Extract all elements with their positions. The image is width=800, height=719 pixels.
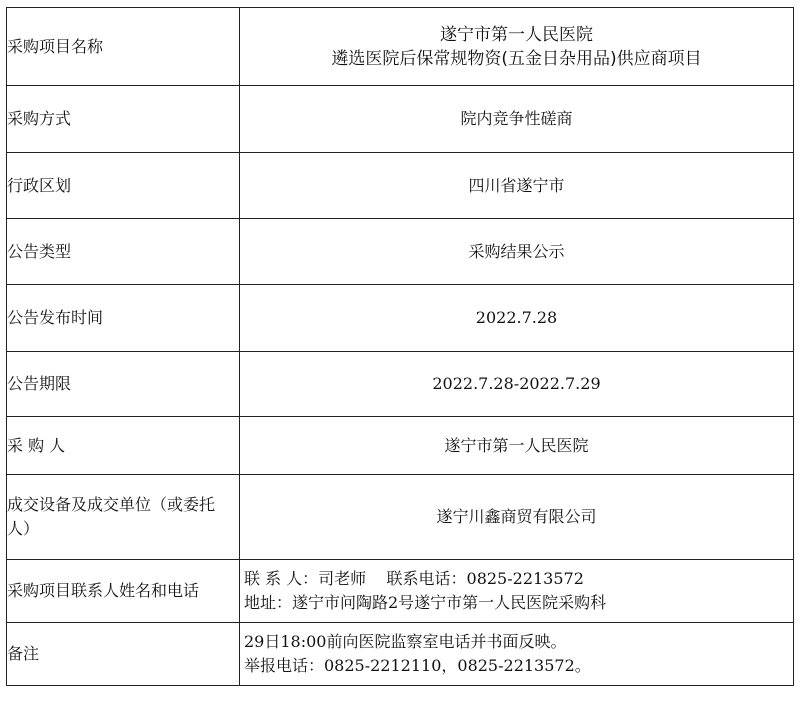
notice-table: [6, 7, 794, 686]
row-method: [7, 86, 794, 153]
row-purchaser: [7, 417, 794, 475]
publish-time-value: 2022.7.28: [240, 285, 794, 352]
contact-label: 采购项目联系人姓名和电话: [7, 560, 240, 623]
contact-person-phone: 联 系 人：司老师 联系电话：0825-2213572: [244, 569, 584, 588]
row-region: [7, 153, 794, 219]
purchaser-value: 遂宁市第一人民医院: [240, 417, 794, 475]
project-name-label: 采购项目名称: [7, 8, 240, 86]
period-label: 公告期限: [7, 352, 240, 417]
row-period: [7, 352, 794, 417]
region-label: 行政区划: [7, 153, 240, 219]
method-value: 院内竞争性磋商: [240, 86, 794, 153]
row-publish-time: [7, 285, 794, 352]
project-name-line-2: 遴选医院后保常规物资(五金日杂用品)供应商项目: [331, 48, 702, 69]
period-value: 2022.7.28-2022.7.29: [240, 352, 794, 417]
row-project-name: [7, 8, 794, 86]
row-contact: [7, 560, 794, 623]
row-notice-type: [7, 219, 794, 285]
remarks-label: 备注: [7, 623, 240, 686]
method-label: 采购方式: [7, 86, 240, 153]
purchaser-label: 采 购 人: [7, 417, 240, 475]
winner-value: 遂宁川鑫商贸有限公司: [240, 475, 794, 560]
publish-time-label: 公告发布时间: [7, 285, 240, 352]
winner-label: 成交设备及成交单位（或委托人）: [7, 475, 240, 560]
notice-type-label: 公告类型: [7, 219, 240, 285]
project-name-value: [240, 8, 794, 86]
notice-type-value: 采购结果公示: [240, 219, 794, 285]
row-winner: [7, 475, 794, 560]
region-value: 四川省遂宁市: [240, 153, 794, 219]
remarks-line-2: 举报电话：0825-2212110，0825-2213572。: [244, 656, 591, 675]
remarks-value: [240, 623, 794, 686]
contact-value: [240, 560, 794, 623]
project-name-line-1: 遂宁市第一人民医院: [440, 24, 593, 45]
remarks-line-1: 29日18:00前向医院监察室电话并书面反映。: [244, 632, 567, 651]
row-remarks: [7, 623, 794, 686]
contact-address: 地址：遂宁市问陶路2号遂宁市第一人民医院采购科: [244, 593, 607, 612]
